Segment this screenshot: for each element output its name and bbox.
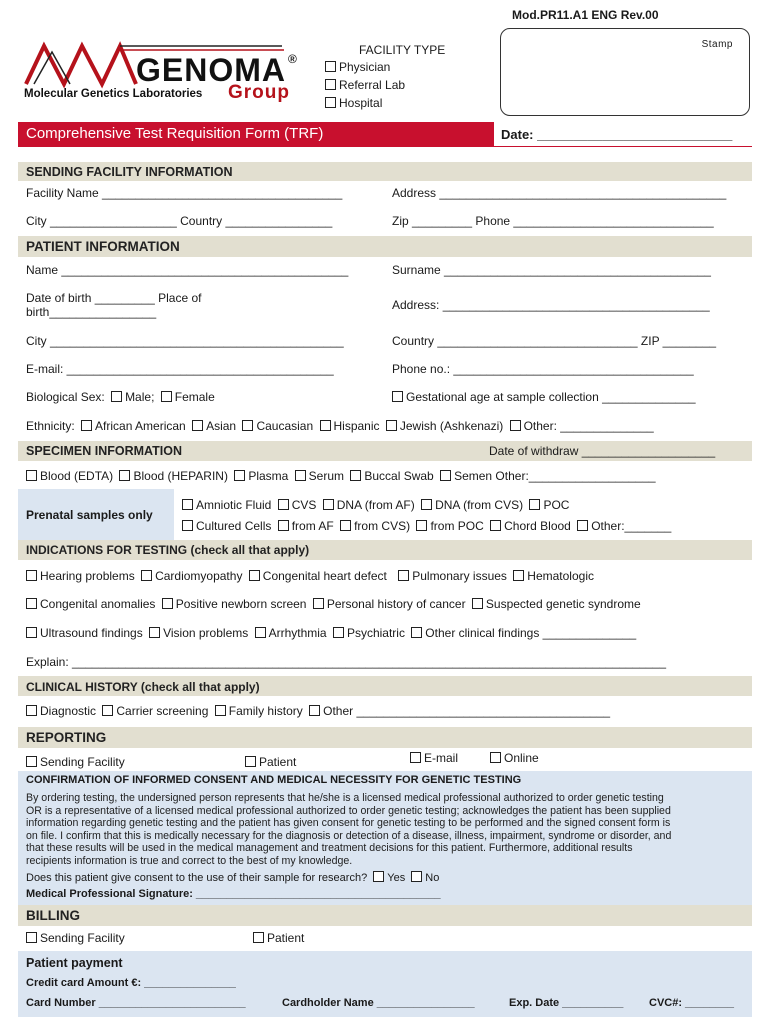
checkbox-pulmonary[interactable]: [398, 570, 409, 581]
reporting-patient[interactable]: Patient: [245, 755, 296, 769]
checkbox-female[interactable]: [161, 391, 172, 402]
prenatal-row-2: Cultured Cells from AF from CVS) from POC Chord Blood Other:_______: [182, 519, 671, 533]
billing-bar: [18, 905, 752, 926]
checkbox-prenatal-other[interactable]: [577, 520, 588, 531]
checkbox-chord-blood[interactable]: [490, 520, 501, 531]
exp-date-field[interactable]: Exp. Date __________: [509, 997, 624, 1009]
checkbox-other-ethnicity[interactable]: [510, 420, 521, 431]
reporting-online[interactable]: Online: [490, 751, 539, 765]
checkbox-from-cvs[interactable]: [340, 520, 351, 531]
checkbox-asian[interactable]: [192, 420, 203, 431]
checkbox-amniotic-fluid[interactable]: [182, 499, 193, 510]
checkbox-male[interactable]: [111, 391, 122, 402]
signature-field[interactable]: Medical Professional Signature: ________________________________________: [26, 888, 441, 900]
checkbox-other-clinical[interactable]: [411, 627, 422, 638]
patient-dob-field[interactable]: Date of birth _________ Place of: [26, 291, 202, 305]
research-consent-row: Does this patient give consent to the use of their sample for research? Yes No: [26, 872, 440, 884]
checkbox-from-af[interactable]: [278, 520, 289, 531]
checkbox-cultured-cells[interactable]: [182, 520, 193, 531]
sending-facility-title: SENDING FACILITY INFORMATION: [26, 165, 233, 179]
checkbox-buccal-swab[interactable]: [350, 470, 361, 481]
clinical-history-title: CLINICAL HISTORY (check all that apply): [26, 680, 260, 694]
consent-title: CONFIRMATION OF INFORMED CONSENT AND MEDICAL NECESSITY FOR GENETIC TESTING: [26, 774, 522, 786]
checkbox-cancer-history[interactable]: [313, 598, 324, 609]
checkbox[interactable]: [325, 79, 336, 90]
stamp-label: Stamp: [701, 39, 733, 50]
patient-payment-title: Patient payment: [26, 956, 123, 970]
checkbox-hematologic[interactable]: [513, 570, 524, 581]
explain-field[interactable]: Explain: _________________________________________________________________________________________: [26, 655, 666, 669]
prenatal-row-1: Amniotic Fluid CVS DNA (from AF) DNA (from CVS) POC: [182, 498, 569, 512]
checkbox-congenital-heart[interactable]: [249, 570, 260, 581]
facility-name-field[interactable]: Facility Name ____________________________________: [26, 186, 343, 200]
checkbox[interactable]: [490, 752, 501, 763]
checkbox-serum[interactable]: [295, 470, 306, 481]
facility-type-physician[interactable]: Physician: [325, 60, 390, 74]
indications-row-3: Ultrasound findings Vision problems Arrhythmia Psychiatric Other clinical findings ______________: [26, 626, 636, 640]
form-code: Mod.PR11.A1 ENG Rev.00: [512, 8, 659, 22]
gestational-age-row[interactable]: Gestational age at sample collection ______________: [392, 390, 696, 404]
patient-name-field[interactable]: Name ___________________________________________: [26, 263, 349, 277]
withdraw-date-field[interactable]: Date of withdraw ____________________: [489, 444, 716, 458]
reporting-title: REPORTING: [26, 730, 107, 745]
checkbox-research-no[interactable]: [411, 871, 422, 882]
date-field[interactable]: Date: ___________________________: [501, 127, 733, 142]
checkbox-dna-af[interactable]: [323, 499, 334, 510]
checkbox[interactable]: [253, 932, 264, 943]
card-number-field[interactable]: Card Number ________________________: [26, 997, 246, 1009]
billing-title: BILLING: [26, 908, 80, 923]
checkbox-cardiomyopathy[interactable]: [141, 570, 152, 581]
checkbox-ultrasound[interactable]: [26, 627, 37, 638]
billing-patient[interactable]: Patient: [253, 931, 304, 945]
patient-address-field[interactable]: Address: ________________________________________: [392, 298, 710, 312]
logo-group: Group: [228, 82, 290, 103]
checkbox-arrhythmia[interactable]: [255, 627, 266, 638]
facility-type-hospital[interactable]: Hospital: [325, 96, 382, 110]
checkbox-african-american[interactable]: [81, 420, 92, 431]
clinical-history-row: Diagnostic Carrier screening Family history Other ______________________________________: [26, 704, 610, 718]
specimen-types-row: Blood (EDTA) Blood (HEPARIN) Plasma Serum Buccal Swab Semen Other:___________________: [26, 469, 656, 483]
checkbox-hispanic[interactable]: [320, 420, 331, 431]
checkbox-clinical-other[interactable]: [309, 705, 320, 716]
indications-title: INDICATIONS FOR TESTING (check all that apply): [26, 543, 310, 557]
checkbox-gestational[interactable]: [392, 391, 403, 402]
facility-zip-phone-field[interactable]: Zip _________ Phone ______________________________: [392, 214, 714, 228]
checkbox[interactable]: [245, 756, 256, 767]
logo-registered: ®: [288, 52, 297, 66]
specimen-info-title: SPECIMEN INFORMATION: [26, 444, 183, 458]
title-underline: [18, 146, 752, 147]
checkbox-caucasian[interactable]: [242, 420, 253, 431]
billing-sending-facility[interactable]: Sending Facility: [26, 931, 125, 945]
facility-city-country-field[interactable]: City ___________________ Country ________________: [26, 214, 333, 228]
checkbox-research-yes[interactable]: [373, 871, 384, 882]
stamp-box: [500, 28, 750, 116]
cvc-field[interactable]: CVC#: ________: [649, 997, 735, 1009]
logo-name: GENOMA: [136, 52, 286, 88]
patient-info-title: PATIENT INFORMATION: [26, 239, 180, 254]
checkbox[interactable]: [26, 756, 37, 767]
patient-surname-field[interactable]: Surname ________________________________________: [392, 263, 711, 277]
patient-phone-field[interactable]: Phone no.: ____________________________________: [392, 362, 694, 376]
facility-type-title: FACILITY TYPE: [359, 43, 446, 57]
ethnicity-row: Ethnicity: African American Asian Caucasian Hispanic Jewish (Ashkenazi) Other: ______________: [26, 419, 654, 433]
company-logo: [24, 38, 304, 108]
patient-email-field[interactable]: E-mail: ________________________________________: [26, 362, 334, 376]
form-title: Comprehensive Test Requisition Form (TRF): [26, 125, 324, 142]
checkbox-blood-heparin[interactable]: [119, 470, 130, 481]
patient-birthplace-field[interactable]: birth________________: [26, 305, 157, 319]
checkbox-genetic-syndrome[interactable]: [472, 598, 483, 609]
checkbox[interactable]: [325, 97, 336, 108]
reporting-sending-facility[interactable]: Sending Facility: [26, 755, 125, 769]
checkbox[interactable]: [325, 61, 336, 72]
checkbox-hearing[interactable]: [26, 570, 37, 581]
checkbox-dna-cvs[interactable]: [421, 499, 432, 510]
checkbox-cvs[interactable]: [278, 499, 289, 510]
checkbox-carrier-screening[interactable]: [102, 705, 113, 716]
checkbox-poc[interactable]: [529, 499, 540, 510]
biological-sex-row: Biological Sex: Male; Female: [26, 390, 215, 404]
reporting-bar: [18, 727, 752, 748]
checkbox-from-poc[interactable]: [416, 520, 427, 531]
checkbox-diagnostic[interactable]: [26, 705, 37, 716]
checkbox-blood-edta[interactable]: [26, 470, 37, 481]
checkbox-psychiatric[interactable]: [333, 627, 344, 638]
indications-row-1: Hearing problems Cardiomyopathy Congenital heart defect Pulmonary issues Hematologic: [26, 569, 594, 583]
consent-paragraph: By ordering testing, the undersigned person represents that he/she is a licensed medical professional authorized to order genetic testing OR is a representative of a licensed medical professional authorized to order genetic testing; acknowledges the patient has been supplied information regarding genetic testing and the patient has given consent for genetic testing to be performed and the signed consent form is on file. I confirm that this is medically necessary for the diagnosis or detection of a disease, illness, impairment, syndrome or disorder, and that these results will be used in the medical management and treatment decisions for this patient. Furthermore, additional results recipients information is true and correct to the best of my knowledge.: [26, 792, 672, 867]
facility-type-referral-lab[interactable]: Referral Lab: [325, 78, 405, 92]
checkbox[interactable]: [410, 752, 421, 763]
checkbox-plasma[interactable]: [234, 470, 245, 481]
checkbox[interactable]: [26, 932, 37, 943]
logo-subtitle: Molecular Genetics Laboratories: [24, 88, 203, 100]
indications-row-2: Congenital anomalies Positive newborn screen Personal history of cancer Suspected genetic syndrome: [26, 597, 641, 611]
form-title-bar: [18, 122, 494, 146]
patient-country-zip-field[interactable]: Country ______________________________ ZIP ________: [392, 334, 717, 348]
checkbox-family-history[interactable]: [215, 705, 226, 716]
credit-card-amount-field[interactable]: Credit card Amount €: _______________: [26, 977, 236, 989]
reporting-email[interactable]: E-mail: [410, 751, 458, 765]
cardholder-name-field[interactable]: Cardholder Name ________________: [282, 997, 475, 1009]
checkbox-jewish[interactable]: [386, 420, 397, 431]
checkbox-congenital-anomalies[interactable]: [26, 598, 37, 609]
checkbox-semen-other[interactable]: [440, 470, 451, 481]
checkbox-newborn-screen[interactable]: [162, 598, 173, 609]
prenatal-label: Prenatal samples only: [26, 508, 153, 522]
facility-address-field[interactable]: Address ___________________________________________: [392, 186, 727, 200]
patient-city-field[interactable]: City ____________________________________________: [26, 334, 344, 348]
checkbox-vision[interactable]: [149, 627, 160, 638]
